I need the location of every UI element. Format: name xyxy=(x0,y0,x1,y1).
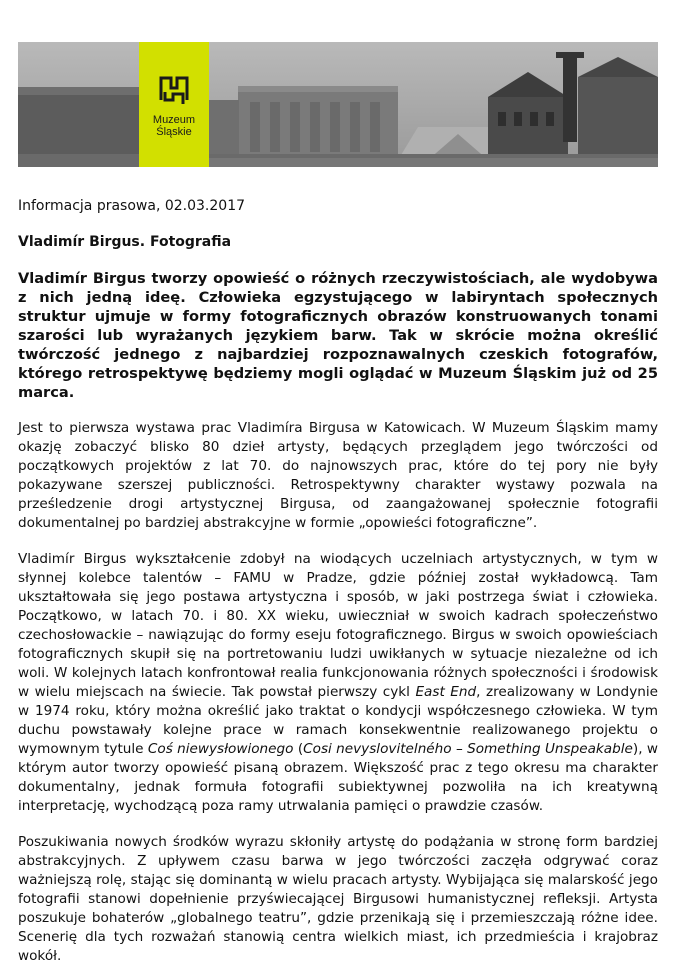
project-title-czech-english: Cosi nevyslovitelného – Something Unspeakable xyxy=(303,741,633,757)
museum-logo[interactable] xyxy=(139,42,209,167)
paragraph-3: Poszukiwania nowych środków wyrazu skłoniły artystę do podążania w stronę form bardziej abstrakcyjnych. Z upływem czasu barwa w jego twórczości zaczęła odgrywać coraz ważniejszą rolę, stając się dominantą w wielu pracach artysty. Wybijająca się malarskość jego fotografii stanowi dopełnienie przyświecającej Birgusowi humanistycznej refleksji. Artysta poszukuje bohaterów „globalnego teatru”, gdzie przenikają się i przemieszczają różne idee. Scenerię dla tych rozważań stanowią centra wielkich miast, ich przedmieścia i krajobraz wokół. xyxy=(18,834,658,964)
series-title-east-end: East End xyxy=(415,684,477,700)
lead-paragraph: Vladimír Birgus tworzy opowieść o różnych rzeczywistościach, ale wydobywa z nich jedną ideę. Człowieka egzystującego w labiryntach społecznych struktur ujmuje w formy fotograficznych obrazów konstruowanych tonami szarości lub wyrażanych językiem barw. Tak w skrócie można określić twórczość jednego z najbardziej rozpoznawalnych czeskich fotografów, którego retrospektywę będziemy mogli oglądać w Muzeum Śląskim już od 25 marca. xyxy=(18,270,658,401)
project-title-polish: Coś niewysłowionego xyxy=(147,741,294,757)
paragraph-1: Jest to pierwsza wystawa prac Vladimíra Birgusa w Katowicach. W Muzeum Śląskim mamy okazję zobaczyć blisko 80 dzieł artysty, będących przeglądem jego twórczości od początkowych projektów z lat 70. do najnowszych prac, które do tej pory nie były pokazywane szerszej publiczności. Retrospektywny charakter wystawy pozwala na prześledzenie drogi artystycznej Birgusa, od zaangażowanej społecznie fotografii dokumentalnej po bardziej abstrakcyjne w formie „opowieści fotograficzne”. xyxy=(18,420,658,531)
paragraph-2-text-e: ( xyxy=(293,741,304,757)
paragraph-2 xyxy=(18,550,658,816)
banner-photo xyxy=(18,42,658,167)
logo-text-slaskie: Śląskie xyxy=(156,126,192,138)
article-title: Vladimír Birgus. Fotografia xyxy=(18,234,232,250)
press-release-dateline: Informacja prasowa, 02.03.2017 xyxy=(18,198,246,214)
article-content xyxy=(18,197,658,966)
paragraph-2-text-c: , zrealizowany w Londynie w 1974 roku, który można określić jako traktat o kondycji współczesnego człowieka. W tym duchu powstawały kolejne prace w ramach konsekwentnie realizowanego projektu o wymownym tytule xyxy=(18,684,658,757)
museum-logo-icon xyxy=(157,70,191,108)
logo-text-muzeum: Muzeum xyxy=(152,114,196,126)
paragraph-2-text-a: Vladimír Birgus wykształcenie zdobył na wiodących uczelniach artystycznych, w tym w słynnej kolebce talentów – FAMU w Pradze, gdzie później został wykładowcą. Tam ukształtowała się jego postawa artystyczna i sposób, w jaki postrzega świat i człowieka. Początkowo, w latach 70. i 80. XX wieku, uwieczniał w swoich kadrach społeczeństwo czechosłowackie – nawiązując do formy eseju fotograficznego. Birgus w swoich opowieściach fotograficznych skupił się na portretowaniu ludzi uwikłanych w sytuacje niezależne od ich woli. W kolejnych latach konfrontował realia funkcjonowania różnych społeczności i środowisk w wielu miejscach na świecie. Tak powstał pierwszy cykl xyxy=(18,551,658,700)
header-banner xyxy=(18,42,658,167)
paragraph-2-text-g: ), w którym autor tworzy opowieść pisaną obrazem. Większość prac z tego okresu ma charakter dokumentalny, jednak formuła fotografii subiektywnej pozwoliła na ich kreatywną interpretację, wychodzącą poza ramy utrwalania pamięci o prawdzie czasów. xyxy=(18,741,658,814)
